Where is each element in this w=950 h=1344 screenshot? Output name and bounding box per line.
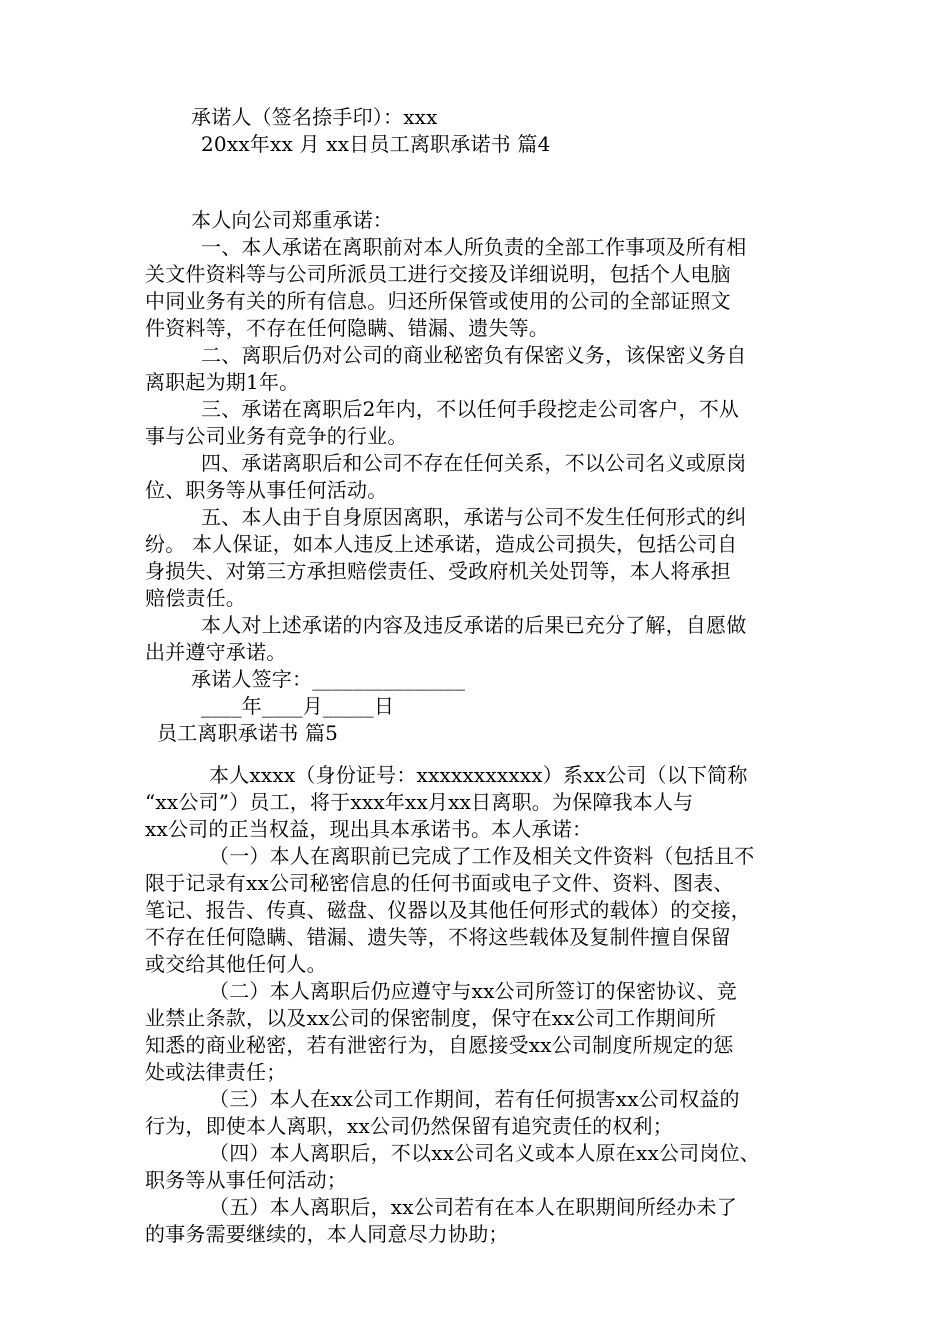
document-line: 知悉的商业秘密，若有泄密行为，自愿接受xx公司制度所规定的惩 — [145, 1033, 734, 1057]
document-line: 承诺人签字：_______________ — [191, 667, 466, 691]
document-line: 业禁止条款，以及xx公司的保密制度，保守在xx公司工作期间所 — [145, 1006, 717, 1030]
document-line: 事与公司业务有竞争的行业。 — [145, 424, 408, 448]
document-line: “xx公司”）员工，将于xxx年xx月xx日离职。为保障我本人与 — [145, 790, 694, 814]
document-line: 三、承诺在离职后2年内，不以任何手段挖走公司客户，不从 — [201, 397, 740, 421]
document-line: （一）本人在离职前已完成了工作及相关文件资料（包括且不 — [209, 844, 755, 868]
document-line: ____年____月_____日 — [201, 694, 395, 718]
document-line: 不存在任何隐瞒、错漏、遗失等，不将这些载体及复制件擅自保留 — [145, 925, 731, 949]
document-line: 出并遵守承诺。 — [145, 640, 287, 664]
document-line: xx公司的正当权益，现出具本承诺书。本人承诺： — [145, 817, 593, 841]
document-line: 承诺人（签名捺手印）：xxx — [191, 105, 438, 129]
document-line: 本人向公司郑重承诺： — [191, 208, 393, 232]
document-line: 处或法律责任； — [145, 1060, 287, 1084]
document-line: 本人xxxx（身份证号：xxxxxxxxxxx）系xx公司（以下简称 — [209, 763, 748, 787]
document-line: 20xx年xx 月 xx日员工离职承诺书 篇4 — [201, 132, 551, 156]
document-line: 离职起为期1年。 — [145, 370, 300, 394]
document-line: 职务等从事任何活动； — [145, 1168, 347, 1192]
document-line: 中同业务有关的所有信息。归还所保管或使用的公司的全部证照文 — [145, 289, 731, 313]
document-line: （四）本人离职后，不以xx公司名义或本人原在xx公司岗位、 — [209, 1141, 760, 1165]
document-line: 关文件资料等与公司所派员工进行交接及详细说明，包括个人电脑 — [145, 262, 731, 286]
document-line: （三）本人在xx公司工作期间，若有任何损害xx公司权益的 — [209, 1087, 740, 1111]
document-line: 二、离职后仍对公司的商业秘密负有保密义务，该保密义务自 — [201, 343, 747, 367]
document-line: 或交给其他任何人。 — [145, 952, 327, 976]
document-line: 纷。 本人保证，如本人违反上述承诺，造成公司损失，包括公司自 — [145, 532, 738, 556]
document-line: （五）本人离职后，xx公司若有在本人在职期间所经办未了 — [209, 1195, 737, 1219]
document-line: 行为，即使本人离职，xx公司仍然保留有追究责任的权利； — [145, 1114, 673, 1138]
document-line: 笔记、报告、传真、磁盘、仪器以及其他任何形式的载体）的交接， — [145, 898, 751, 922]
document-line: 四、承诺离职后和公司不存在任何关系，不以公司名义或原岗 — [201, 451, 747, 475]
document-line: （二）本人离职后仍应遵守与xx公司所签订的保密协议、竞 — [209, 979, 737, 1003]
document-line: 本人对上述承诺的内容及违反承诺的后果已充分了解，自愿做 — [201, 613, 747, 637]
document-line: 身损失、对第三方承担赔偿责任、受政府机关处罚等，本人将承担 — [145, 559, 731, 583]
document-line: 的事务需要继续的，本人同意尽力协助； — [145, 1222, 509, 1246]
document-line: 件资料等，不存在任何隐瞒、错漏、遗失等。 — [145, 316, 549, 340]
document-line: 限于记录有xx公司秘密信息的任何书面或电子文件、资料、图表、 — [145, 871, 734, 895]
document-line: 赔偿责任。 — [145, 586, 246, 610]
document-line: 五、本人由于自身原因离职，承诺与公司不发生任何形式的纠 — [201, 505, 747, 529]
document-line: 位、职务等从事任何活动。 — [145, 478, 388, 502]
document-line: 员工离职承诺书 篇5 — [157, 721, 339, 745]
document-line: 一、本人承诺在离职前对本人所负责的全部工作事项及所有相 — [201, 235, 747, 259]
